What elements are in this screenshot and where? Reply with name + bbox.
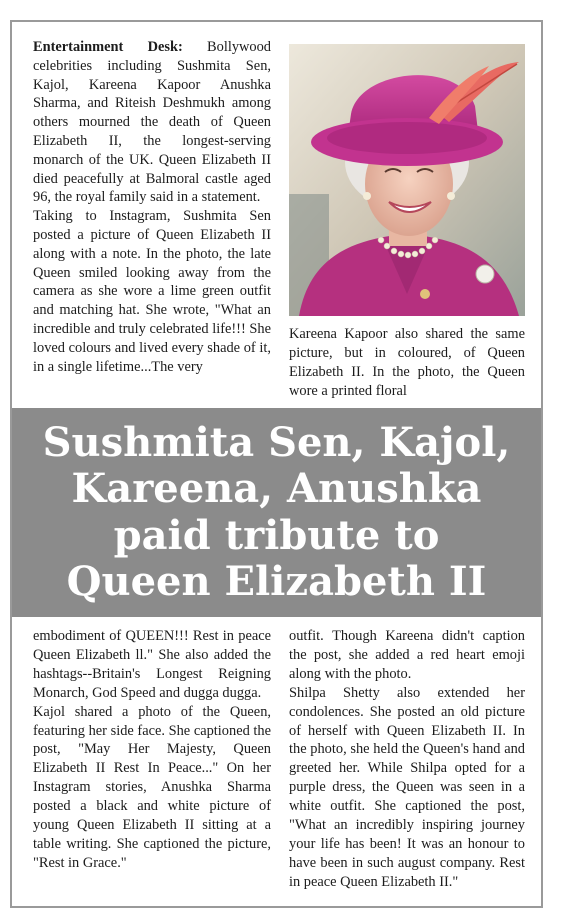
shilpa-paragraph: Shilpa Shetty also extended her condolences. She posted an old picture of herself with Queen Elizabeth II. In the photo, she held the Queen's hand and greeted her. While Shilpa opted for a purple dress, the Queen was seen in a white outfit. She captioned the post, "What an incredibly inspiring journey your life has been! It was an honour to have been in such august company. Rest in peace Queen Elizabeth II." <box>289 684 525 890</box>
section-label: Entertainment Desk: <box>33 39 183 55</box>
kareena-paragraph-continued: outfit. Though Kareena didn't caption the post, she added a red heart emoji along with the photo. <box>289 628 525 682</box>
headline-line-2: Kareena, Anushka <box>71 465 482 512</box>
headline-line-1: Sushmita Sen, Kajol, <box>42 418 511 466</box>
sushmita-paragraph-continued: embodiment of QUEEN!!! Rest in peace Queen Elizabeth ll." She also added the hashtags--Britain's Longest Reigning Monarch, God Speed and dugga dugga. <box>33 628 271 701</box>
kajol-anushka-paragraph: Kajol shared a photo of the Queen, featuring her side face. She captioned the post, "May Her Majesty, Queen Elizabeth II Rest In Peace..." On her Instagram stories, Anushka Sharma posted a black and white picture of young Queen Elizabeth II sitting at a table writing. She captioned the picture, "Rest in Grace." <box>33 703 271 871</box>
intro-paragraph <box>33 38 271 207</box>
article-column-left-top <box>33 38 271 376</box>
article-column-right-top: Kareena Kapoor also shared the same picture, but in coloured, of Queen Elizabeth II. In the photo, the Queen wore a printed floral <box>289 326 525 399</box>
headline-band <box>12 408 541 617</box>
headline-line-4: Queen Elizabeth II <box>66 558 487 605</box>
headline-line-3: paid tribute to <box>113 511 440 559</box>
article-column-left-bottom <box>33 627 271 873</box>
sushmita-paragraph: Taking to Instagram, Sushmita Sen posted a picture of Queen Elizabeth II along with a note. In the photo, the late Queen smiled looking away from the camera as she wore a lime green outfit and matching hat. She wrote, "What an incredible and truly celebrated life!!! She loved colours and lived every shade of it, in a single lifetime...The very <box>33 208 271 375</box>
queen-photo <box>289 44 525 316</box>
article-column-right-bottom <box>289 627 525 892</box>
intro-text: Bollywood celebrities including Sushmita Sen, Kajol, Kareena Kapoor Anushka Sharma, and Riteish Deshmukh among others mourned the death of Queen Elizabeth II, the longest-serving monarch of the UK. Queen Elizabeth II died peacefully at Balmoral castle aged 96, the royal family said in a statement. <box>33 39 271 206</box>
headline <box>27 420 527 606</box>
